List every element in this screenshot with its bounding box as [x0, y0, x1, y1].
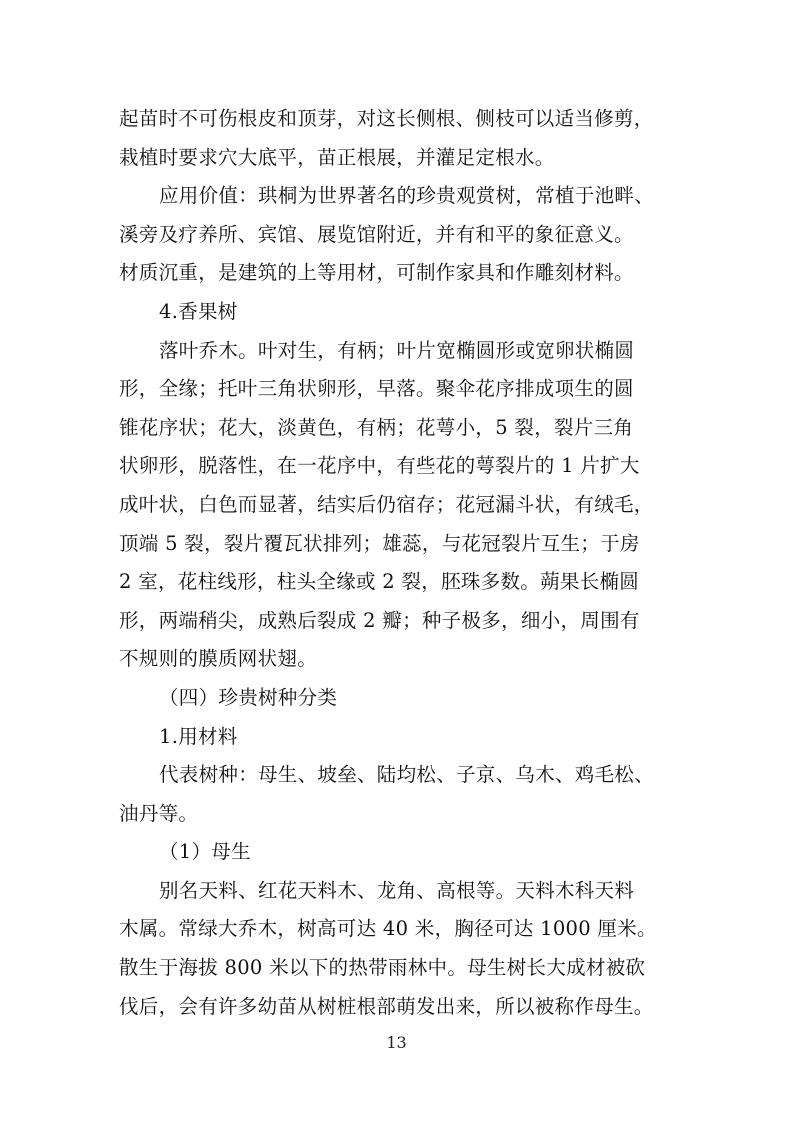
text-line: 应用价值：珙桐为世界著名的珍贵观赏树，常植于池畔、 [159, 184, 655, 208]
subsection-heading-timber [119, 718, 679, 757]
page-number: 13 [386, 1033, 407, 1052]
text-line: 油丹等。 [119, 801, 199, 825]
text-line: 成叶状，白色而显著，结实后仍宿存；花冠漏斗状，有绒毛， [119, 492, 654, 516]
text-line: 顶端 5 裂，裂片覆瓦状排列；雄蕊，与花冠裂片互生；于房 [119, 531, 640, 555]
body-text [119, 100, 679, 1026]
paragraph-representative-species [119, 756, 679, 833]
text-line: 木属。常绿大乔木，树高可达 40 米，胸径可达 1000 厘米。 [119, 917, 657, 941]
paragraph-planting [119, 100, 679, 177]
text-line: 形，两端稍尖，成熟后裂成 2 瓣；种子极多，细小，周围有 [119, 608, 640, 632]
text-line: 伐后，会有许多幼苗从树桩根部萌发出来，所以被称作母生。 [119, 994, 654, 1018]
text-line: 状卵形，脱落性，在一花序中，有些花的萼裂片的 1 片扩大 [119, 454, 640, 478]
paragraph-xiangguoshu-description [119, 332, 679, 679]
heading-line: （四）珍贵树种分类 [159, 685, 338, 709]
text-line: 不规则的膜质网状翅。 [119, 647, 318, 671]
section-heading-xiangguoshu [119, 293, 679, 332]
text-line: 别名天料、红花天料木、龙角、高根等。天料木科天料 [159, 878, 635, 902]
heading-line: （1）母生 [159, 840, 251, 864]
paragraph-application-value [119, 177, 679, 293]
heading-line: 4.香果树 [159, 299, 238, 323]
text-line: 栽植时要求穴大底平，苗正根展，并灌足定根水。 [119, 145, 555, 169]
text-line: 锥花序状；花大，淡黄色，有柄；花萼小，5 裂，裂片三角 [119, 415, 634, 439]
text-line: 溪旁及疗养所、宾馆、展览馆附近，并有和平的象征意义。 [119, 222, 634, 246]
text-line: 代表树种：母生、坡垒、陆均松、子京、乌木、鸡毛松、 [159, 763, 655, 787]
section-heading-classification [119, 679, 679, 718]
text-line: 起苗时不可伤根皮和顶芽，对这长侧根、侧枝可以适当修剪， [119, 107, 654, 130]
text-line: 散生于海拔 800 米以下的热带雨林中。母生树长大成材被砍 [119, 956, 646, 980]
text-line: 落叶乔木。叶对生，有柄；叶片宽椭圆形或宽卵状椭圆 [159, 338, 635, 362]
paragraph-musheng-description [119, 872, 679, 1026]
text-line: 形，全缘；托叶三角状卵形，早落。聚伞花序排成项生的圆 [119, 377, 634, 401]
subsection-heading-musheng [119, 833, 679, 872]
text-line: 材质沉重，是建筑的上等用材，可制作家具和作雕刻材料。 [119, 261, 634, 285]
text-line: 2 室，花柱线形，柱头全缘或 2 裂，胚珠多数。蒴果长椭圆 [119, 570, 640, 594]
heading-line: 1.用材料 [159, 724, 238, 748]
